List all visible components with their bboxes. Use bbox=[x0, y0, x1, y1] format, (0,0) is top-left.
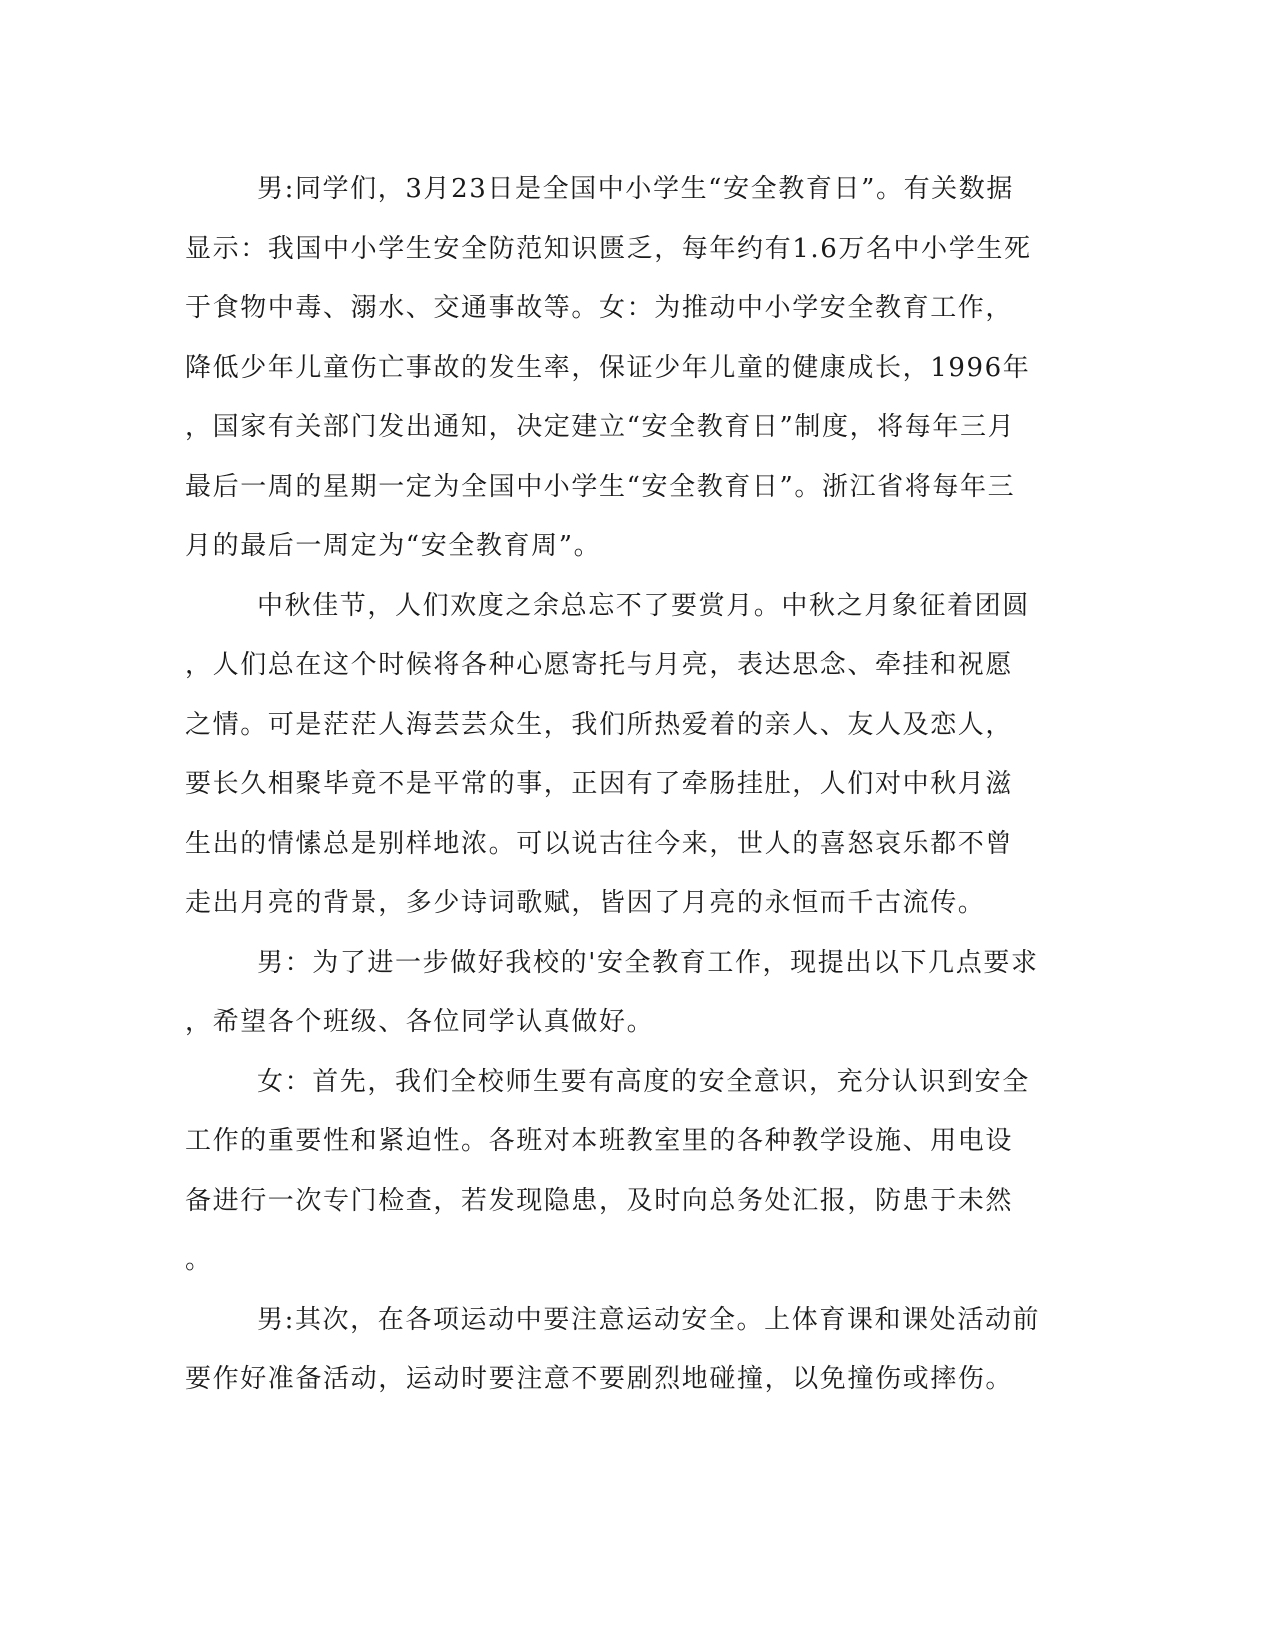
paragraph-3-line-1: 男：为了进一步做好我校的'安全教育工作，现提出以下几点要求 bbox=[257, 947, 1039, 978]
paragraph-1-line-7: 月的最后一周定为“安全教育周”。 bbox=[185, 531, 602, 561]
paragraph-1-line-4: 降低少年儿童伤亡事故的发生率，保证少年儿童的健康成长，1996年 bbox=[185, 352, 1031, 383]
paragraph-4-line-1: 女：首先，我们全校师生要有高度的安全意识，充分认识到安全 bbox=[257, 1066, 1030, 1097]
paragraph-5-line-1: 男:其次，在各项运动中要注意运动安全。上体育课和课处活动前 bbox=[257, 1304, 1041, 1335]
paragraph-1-line-6: 最后一周的星期一定为全国中小学生“安全教育日”。浙江省将每年三 bbox=[185, 471, 1016, 502]
paragraph-2-line-3: 之情。可是茫茫人海芸芸众生，我们所热爱着的亲人、友人及恋人， bbox=[185, 709, 1014, 740]
paragraph-4-line-2: 工作的重要性和紧迫性。各班对本班教室里的各种教学设施、用电设 bbox=[185, 1126, 1014, 1156]
paragraph-1-line-1: 男:同学们，3月23日是全国中小学生“安全教育日”。有关数据 bbox=[257, 174, 1014, 204]
paragraph-5-line-2: 要作好准备活动，运动时要注意不要剧烈地碰撞，以免撞伤或摔伤。 bbox=[185, 1364, 1014, 1394]
paragraph-2-line-2: ，人们总在这个时候将各种心愿寄托与月亮，表达思念、牵挂和祝愿 bbox=[185, 650, 1014, 680]
paragraph-1-line-3: 于食物中毒、溺水、交通事故等。女：为推动中小学安全教育工作， bbox=[185, 293, 1014, 323]
document-body bbox=[185, 160, 1085, 1410]
paragraph-3-line-2: ，希望各个班级、各位同学认真做好。 bbox=[185, 1007, 655, 1037]
paragraph-2-line-4: 要长久相聚毕竟不是平常的事，正因有了牵肠挂肚，人们对中秋月滋 bbox=[185, 769, 1014, 799]
paragraph-2-line-5: 生出的情愫总是别样地浓。可以说古往今来，世人的喜怒哀乐都不曾 bbox=[185, 828, 1014, 859]
paragraph-1-line-2: 显示：我国中小学生安全防范知识匮乏，每年约有1.6万名中小学生死 bbox=[185, 233, 1032, 264]
paragraph-1-line-5: ，国家有关部门发出通知，决定建立“安全教育日”制度，将每年三月 bbox=[185, 412, 1016, 442]
paragraph-4-line-4: 。 bbox=[185, 1245, 213, 1275]
paragraph-2-line-1: 中秋佳节，人们欢度之余总忘不了要赏月。中秋之月象征着团圆 bbox=[257, 590, 1030, 621]
paragraph-4-line-3: 备进行一次专门检查，若发现隐患，及时向总务处汇报，防患于未然 bbox=[185, 1185, 1014, 1216]
paragraph-2-line-6: 走出月亮的背景，多少诗词歌赋，皆因了月亮的永恒而千古流传。 bbox=[185, 888, 986, 918]
